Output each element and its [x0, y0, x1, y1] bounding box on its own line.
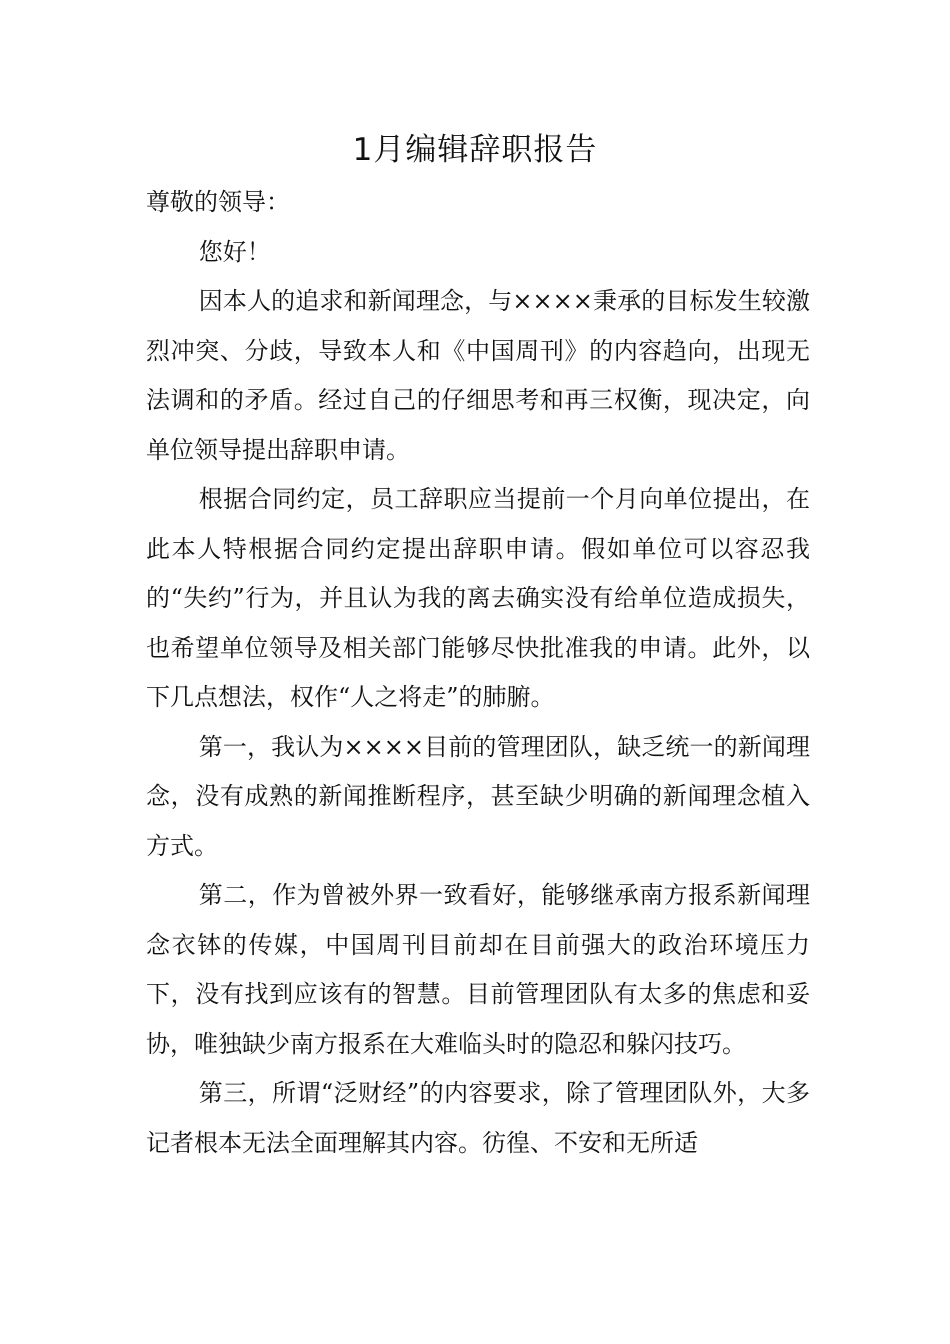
paragraph-1: 因本人的追求和新闻理念，与××××秉承的目标发生较激烈冲突、分歧，导致本人和《中国周刊》的内容趋向，出现无法调和的矛盾。经过自己的仔细思考和再三权衡，现决定，向单位领导提出辞职申请。: [146, 287, 810, 464]
paragraph-5: 第三，所谓“泛财经”的内容要求，除了管理团队外，大多记者根本无法全面理解其内容。彷徨、不安和无所适: [146, 1079, 810, 1157]
paragraph-4: 第二，作为曾被外界一致看好，能够继承南方报系新闻理念衣钵的传媒，中国周刊目前却在目前强大的政治环境压力下，没有找到应该有的智慧。目前管理团队有太多的焦虑和妥协，唯独缺少南方报系在大难临头时的隐忍和躲闪技巧。: [146, 881, 810, 1058]
salutation: 尊敬的领导：: [146, 188, 290, 216]
paragraph-2: 根据合同约定，员工辞职应当提前一个月向单位提出，在此本人特根据合同约定提出辞职申请。假如单位可以容忍我的“失约”行为，并且认为我的离去确实没有给单位造成损失，也希望单位领导及相关部门能够尽快批准我的申请。此外，以下几点想法，权作“人之将走”的肺腑。: [146, 485, 810, 711]
greeting: 您好！: [198, 237, 271, 266]
paragraph-3: 第一，我认为××××目前的管理团队，缺乏统一的新闻理念，没有成熟的新闻推断程序，甚至缺少明确的新闻理念植入方式。: [146, 732, 810, 860]
document-body: [146, 178, 810, 1168]
document-title: 1月编辑辞职报告: [352, 132, 598, 168]
